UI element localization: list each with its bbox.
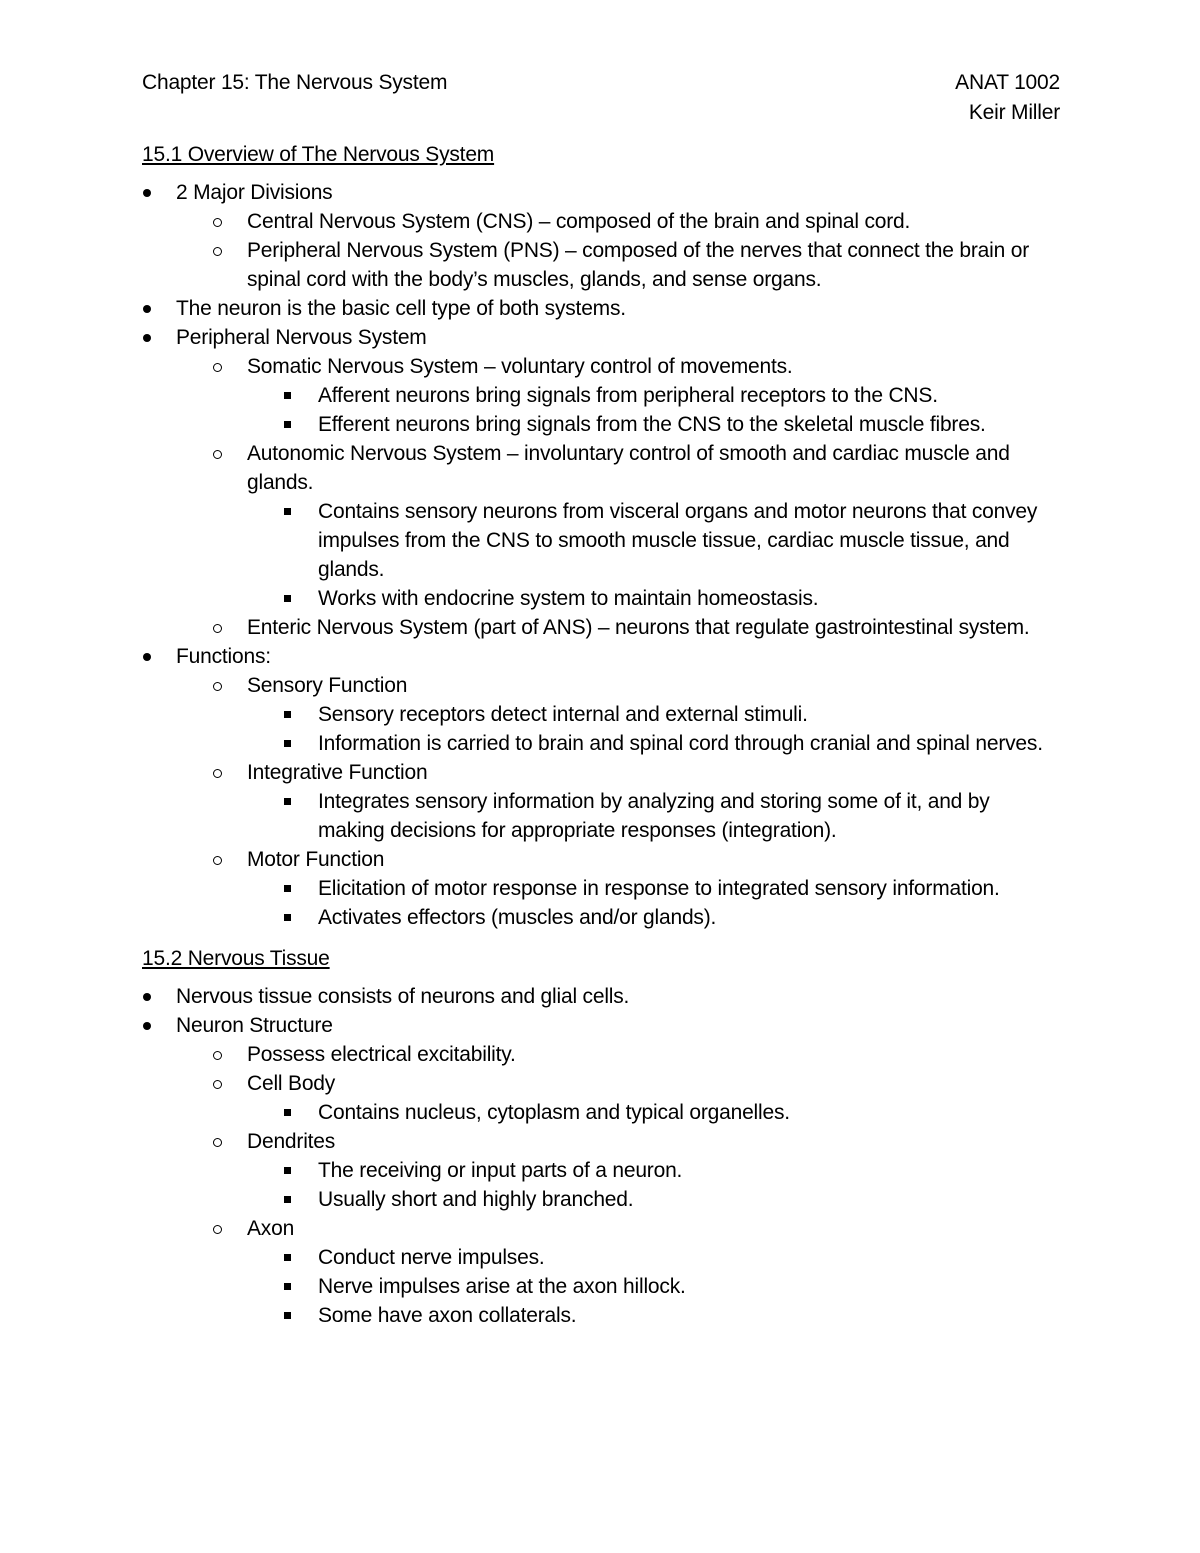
list-item — [142, 323, 1060, 352]
list-item — [142, 1214, 1060, 1243]
list-item-text: Peripheral Nervous System (PNS) – composed of the nerves that connect the brain or spinal cord with the body’s muscles, glands, and sense organs. — [247, 239, 1029, 291]
list-item-text: 2 Major Divisions — [176, 181, 333, 204]
list-item — [142, 1185, 1060, 1214]
list-item — [142, 1127, 1060, 1156]
list-item-text: Integrates sensory information by analyzing and storing some of it, and by making decisions for appropriate responses (integration). — [318, 790, 990, 842]
section-list — [142, 982, 1060, 1330]
list-item — [142, 1011, 1060, 1040]
list-item — [142, 700, 1060, 729]
list-item-text: Sensory Function — [247, 674, 408, 697]
list-item — [142, 671, 1060, 700]
list-item-text: Nervous tissue consists of neurons and glial cells. — [176, 985, 630, 1008]
list-item — [142, 787, 1060, 845]
list-item-text: Information is carried to brain and spinal cord through cranial and spinal nerves. — [318, 732, 1043, 755]
list-item — [142, 497, 1060, 584]
list-item-text: Somatic Nervous System – voluntary control of movements. — [247, 355, 793, 378]
list-item — [142, 613, 1060, 642]
list-item-text: Some have axon collaterals. — [318, 1304, 577, 1327]
list-item — [142, 845, 1060, 874]
list-item — [142, 1243, 1060, 1272]
list-item — [142, 294, 1060, 323]
section-list — [142, 178, 1060, 932]
list-item — [142, 1069, 1060, 1098]
list-item-text: Axon — [247, 1217, 295, 1240]
list-item — [142, 410, 1060, 439]
document-page — [142, 68, 1060, 1330]
list-item-text: Afferent neurons bring signals from peripheral receptors to the CNS. — [318, 384, 938, 407]
list-item-text: Elicitation of motor response in response to integrated sensory information. — [318, 877, 1000, 900]
list-item — [142, 236, 1060, 294]
list-item — [142, 584, 1060, 613]
list-item-text: Works with endocrine system to maintain homeostasis. — [318, 587, 819, 610]
list-item — [142, 352, 1060, 381]
list-item-text: Contains sensory neurons from visceral organs and motor neurons that convey impulses from the CNS to smooth muscle tissue, cardiac muscle tissue, and glands. — [318, 500, 1038, 581]
section-heading: 15.1 Overview of The Nervous System — [142, 143, 495, 166]
list-item-text: Conduct nerve impulses. — [318, 1246, 545, 1269]
list-item — [142, 1156, 1060, 1185]
list-item-text: Central Nervous System (CNS) – composed of the brain and spinal cord. — [247, 210, 911, 233]
list-item-text: The neuron is the basic cell type of both systems. — [176, 297, 626, 320]
list-item — [142, 729, 1060, 758]
list-item-text: Peripheral Nervous System — [176, 326, 427, 349]
list-item-text: Functions: — [176, 645, 271, 668]
list-item-text: Enteric Nervous System (part of ANS) – neurons that regulate gastrointestinal system. — [247, 616, 1030, 639]
section-heading: 15.2 Nervous Tissue — [142, 947, 330, 970]
list-item — [142, 381, 1060, 410]
list-item-text: Motor Function — [247, 848, 385, 871]
list-item-text: Usually short and highly branched. — [318, 1188, 634, 1211]
list-item — [142, 1040, 1060, 1069]
list-item-text: The receiving or input parts of a neuron. — [318, 1159, 683, 1182]
list-item-text: Efferent neurons bring signals from the CNS to the skeletal muscle fibres. — [318, 413, 986, 436]
list-item — [142, 207, 1060, 236]
list-item-text: Contains nucleus, cytoplasm and typical organelles. — [318, 1101, 790, 1124]
document-header — [142, 68, 1060, 98]
list-item-text: Neuron Structure — [176, 1014, 333, 1037]
list-item-text: Autonomic Nervous System – involuntary control of smooth and cardiac muscle and glands. — [247, 442, 1010, 494]
list-item — [142, 1098, 1060, 1127]
author-name: Keir Miller — [968, 101, 1060, 124]
chapter-title: Chapter 15: The Nervous System — [142, 71, 448, 94]
list-item-text: Activates effectors (muscles and/or glands). — [318, 906, 717, 929]
list-item-text: Integrative Function — [247, 761, 428, 784]
list-item-text: Dendrites — [247, 1130, 336, 1153]
list-item-text: Cell Body — [247, 1072, 336, 1095]
list-item-text: Nerve impulses arise at the axon hillock. — [318, 1275, 686, 1298]
list-item — [142, 642, 1060, 671]
list-item-text: Sensory receptors detect internal and external stimuli. — [318, 703, 808, 726]
list-item — [142, 903, 1060, 932]
list-item — [142, 758, 1060, 787]
course-code: ANAT 1002 — [955, 71, 1060, 94]
list-item — [142, 439, 1060, 497]
list-item — [142, 178, 1060, 207]
document-body — [142, 140, 1060, 1330]
list-item — [142, 874, 1060, 903]
list-item — [142, 1301, 1060, 1330]
list-item — [142, 982, 1060, 1011]
list-item — [142, 1272, 1060, 1301]
list-item-text: Possess electrical excitability. — [247, 1043, 516, 1066]
